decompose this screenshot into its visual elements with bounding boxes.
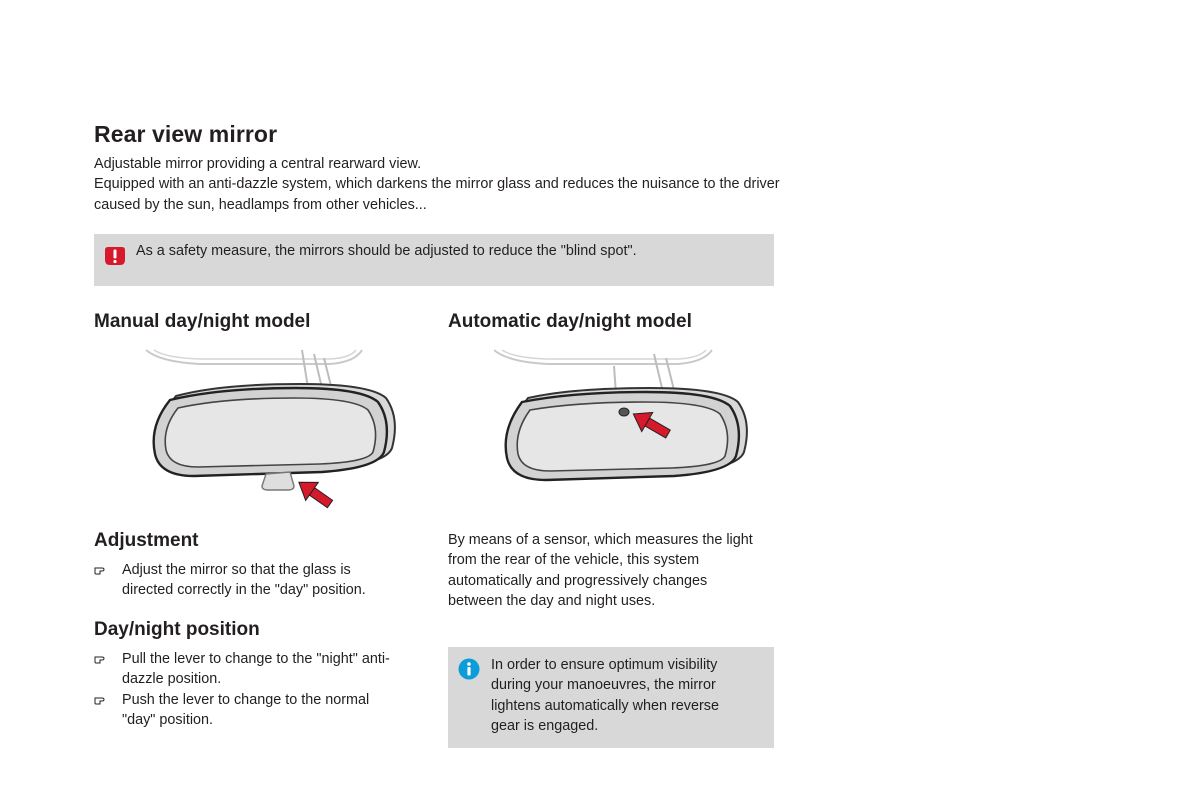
warning-box: [94, 234, 774, 286]
intro-line-2: Equipped with an anti-dazzle system, which darkens the mirror glass and reduces the nuisance to the driver caused by the sun, headlamps from other vehicles...: [94, 176, 780, 213]
manual-mirror-illustration: [140, 348, 410, 513]
pointing-hand-icon: [94, 651, 106, 663]
exclamation-icon: [104, 245, 126, 267]
list-item: [94, 690, 404, 731]
info-text: In order to ensure optimum visibility during your manoeuvres, the mirror lightens automatically when reverse gear is engaged.: [491, 657, 719, 735]
warning-text: As a safety measure, the mirrors should be adjusted to reduce the "blind spot".: [136, 243, 637, 259]
intro-line-1: Adjustable mirror providing a central rearward view.: [94, 156, 422, 172]
intro-text: [94, 154, 784, 215]
pointing-hand-icon: [94, 562, 106, 574]
day-night-list: [94, 649, 404, 731]
info-box: [448, 647, 774, 748]
adjustment-heading: Adjustment: [94, 530, 199, 551]
pointing-hand-icon: [94, 692, 106, 704]
automatic-description: By means of a sensor, which measures the light from the rear of the vehicle, this system automatically and progressively changes between the day and night uses.: [448, 532, 753, 610]
list-item: [94, 560, 404, 601]
page-title: Rear view mirror: [94, 121, 278, 147]
info-icon: [458, 658, 480, 680]
list-item: [94, 649, 404, 690]
automatic-mirror-illustration: [494, 348, 764, 488]
day-night-heading: Day/night position: [94, 619, 260, 640]
day-night-item-text: Push the lever to change to the normal "day" position.: [122, 691, 370, 729]
day-night-item-text: Pull the lever to change to the "night" anti-dazzle position.: [122, 651, 390, 688]
automatic-model-heading: Automatic day/night model: [448, 311, 692, 332]
manual-model-heading: Manual day/night model: [94, 311, 311, 332]
adjustment-item-text: Adjust the mirror so that the glass is directed correctly in the "day" position.: [122, 562, 366, 599]
adjustment-list: [94, 560, 404, 601]
